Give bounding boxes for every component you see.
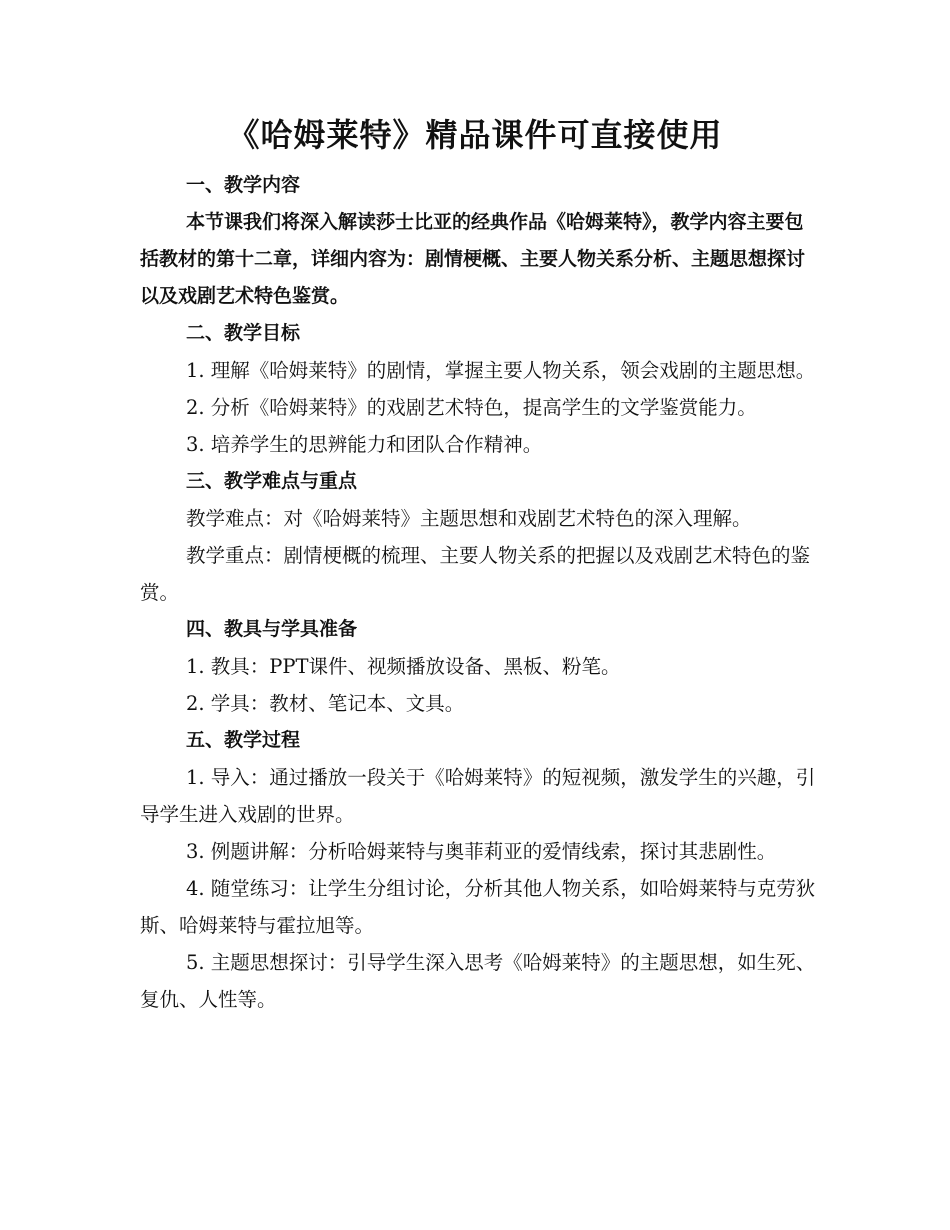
paragraph: 2. 分析《哈姆莱特》的戏剧艺术特色，提高学生的文学鉴赏能力。: [186, 396, 757, 419]
paragraph: 2. 学具：教材、笔记本、文具。: [186, 692, 465, 715]
section-heading: 五、教学过程: [186, 729, 301, 751]
section-heading: 一、教学内容: [186, 174, 301, 196]
section-heading: 三、教学难点与重点: [186, 470, 358, 492]
paragraph: 1. 理解《哈姆莱特》的剧情，掌握主要人物关系，领会戏剧的主题思想。: [186, 359, 816, 382]
paragraph: 教学重点：剧情梗概的梳理、主要人物关系的把握以及戏剧艺术特色的鉴赏。: [140, 544, 811, 604]
section-heading: 二、教学目标: [186, 322, 301, 344]
paragraph: 1. 导入：通过播放一段关于《哈姆莱特》的短视频，激发学生的兴趣，引导学生进入戏剧的世界。: [140, 766, 816, 826]
section-heading: 四、教具与学具准备: [186, 618, 358, 640]
paragraph: 5. 主题思想探讨：引导学生深入思考《哈姆莱特》的主题思想，如生死、复仇、人性等。: [140, 951, 816, 1011]
paragraph: 本节课我们将深入解读莎士比亚的经典作品《哈姆莱特》，教学内容主要包括教材的第十二章，详细内容为：剧情梗概、主要人物关系分析、主题思想探讨以及戏剧艺术特色鉴赏。: [140, 211, 806, 307]
document-title: 《哈姆莱特》精品课件可直接使用: [227, 116, 723, 154]
paragraph: 教学难点：对《哈姆莱特》主题思想和戏剧艺术特色的深入理解。: [186, 507, 752, 530]
paragraph: 3. 例题讲解：分析哈姆莱特与奥菲莉亚的爱情线索，探讨其悲剧性。: [186, 840, 777, 863]
paragraph: 4. 随堂练习：让学生分组讨论，分析其他人物关系，如哈姆莱特与克劳狄斯、哈姆莱特与霍拉旭等。: [140, 877, 816, 937]
document-body: [140, 167, 820, 1018]
paragraph: 3. 培养学生的思辨能力和团队合作精神。: [186, 433, 543, 456]
paragraph: 1. 教具：PPT课件、视频播放设备、黑板、粉笔。: [186, 655, 621, 678]
